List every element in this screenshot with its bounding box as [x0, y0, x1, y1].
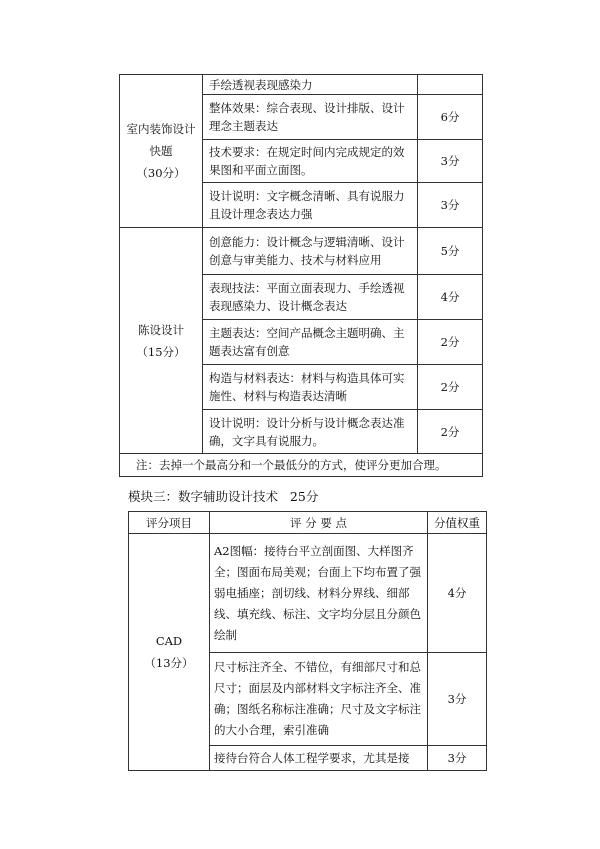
category-score: （13分）: [144, 656, 194, 670]
category-name-cont: 快题: [149, 144, 173, 158]
criterion-cell: A2图幅：接待台平立剖面图、大样图齐全；图面布局美观；台面上下均布置了强弱电插座；剖切线、材料分界线、细部线、填充线、标注、文字均分层且分颜色绘制: [210, 534, 428, 653]
header-weight: 分值权重: [428, 512, 487, 534]
category-name: 室内装饰设计: [126, 122, 196, 136]
criterion-cell: 尺寸标注齐全、不错位，有细部尺寸和总尺寸；面层及内部材料文字标注齐全、准确；图纸名称标注准确；尺寸及文字标注的大小合理，索引准确: [210, 653, 428, 746]
score-cell: 3分: [418, 183, 483, 228]
criterion-cell: 设计说明：设计分析与设计概念表达准确，文字具有说服力。: [203, 410, 418, 454]
score-cell: 3分: [428, 653, 487, 746]
category-name: CAD: [155, 634, 183, 648]
header-item: 评分项目: [129, 512, 210, 534]
score-cell: 2分: [418, 410, 483, 454]
criterion-cell: 手绘透视表现感染力: [203, 75, 418, 95]
category-cell: [120, 75, 203, 228]
criterion-cell: 构造与材料表达：材料与构造具体可实施性、材料与构造表达清晰: [203, 365, 418, 410]
score-cell: 5分: [418, 228, 483, 275]
table-row: [120, 75, 483, 95]
category-cell: [129, 534, 210, 771]
score-cell: 4分: [428, 534, 487, 653]
score-cell: 3分: [418, 140, 483, 183]
score-cell: 2分: [418, 320, 483, 365]
header-points: 评 分 要 点: [210, 512, 428, 534]
table-row: [129, 534, 487, 653]
module-heading: 模块三：数字辅助设计技术 25分: [128, 489, 319, 504]
scoring-table-1: [119, 74, 483, 477]
score-cell: 4分: [418, 275, 483, 320]
category-name: 陈设设计: [138, 322, 184, 337]
category-score: （30分）: [136, 166, 186, 180]
criterion-cell: 技术要求：在规定时间内完成规定的效果图和平面立面图。: [203, 140, 418, 183]
scoring-table-2: [128, 511, 487, 771]
table-row: [120, 228, 483, 275]
criterion-cell: 主题表达：空间产品概念主题明确、主题表达富有创意: [203, 320, 418, 365]
criterion-cell: 创意能力：设计概念与逻辑清晰、设计创意与审美能力、技术与材料应用: [203, 228, 418, 275]
criterion-cell: 表现技法：平面立面表现力、手绘透视表现感染力、设计概念表达: [203, 275, 418, 320]
table-note: 注：去掉一个最高分和一个最低分的方式，使评分更加合理。: [120, 454, 483, 477]
score-cell: 2分: [418, 365, 483, 410]
criterion-cell: 整体效果：综合表现、设计排版、设计理念主题表达: [203, 95, 418, 140]
score-cell: 3分: [428, 746, 487, 771]
category-score: （15分）: [136, 344, 186, 359]
criterion-cell: 设计说明：文字概念清晰、具有说服力且设计理念表达力强: [203, 183, 418, 228]
score-cell: [418, 75, 483, 95]
table-row: [120, 454, 483, 477]
score-cell: 6分: [418, 95, 483, 140]
category-cell: [120, 228, 203, 454]
table-header-row: [129, 512, 487, 534]
criterion-cell: 接待台符合人体工程学要求，尤其是接: [210, 746, 428, 771]
